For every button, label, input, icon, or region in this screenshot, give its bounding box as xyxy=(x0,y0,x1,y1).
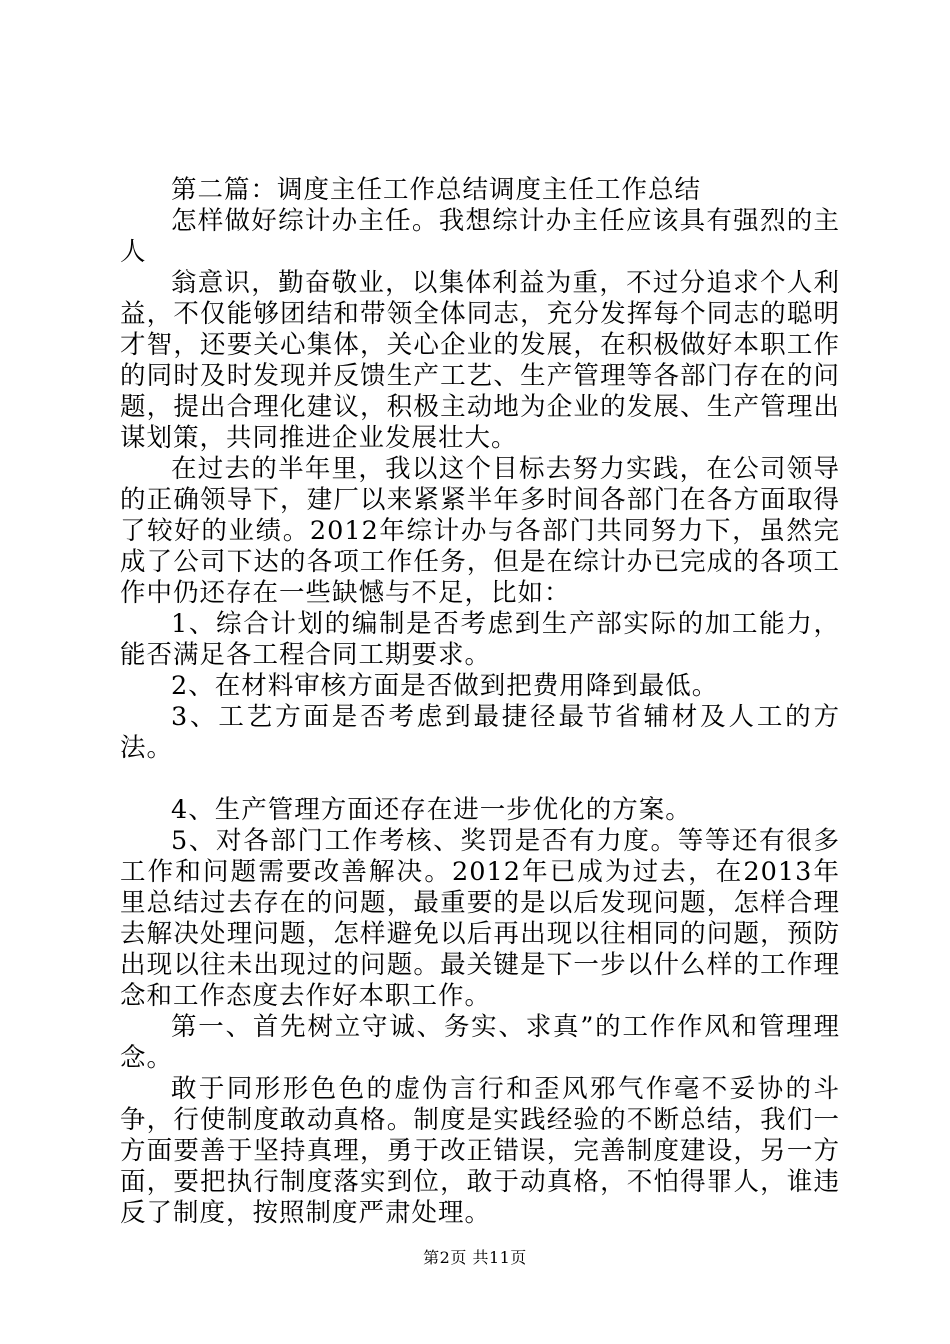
list-item-paragraph: 4、生产管理方面还存在进一步优化的方案。 xyxy=(171,795,692,825)
page-number-footer: 第2页 共11页 xyxy=(423,1248,527,1267)
blank-line xyxy=(120,764,840,795)
document-body xyxy=(120,175,840,1229)
list-item-paragraph: 3、工艺方面是否考虑到最捷径最节省辅材及人工的方法。 xyxy=(120,702,840,763)
body-paragraph: 敢于同形形色色的虚伪言行和歪风邪气作毫不妥协的斗争，行使制度敢动真格。制度是实践经验的不断总结，我们一方面要善于坚持真理，勇于改正错误，完善制度建设，另一方面，要把执行制度落实到位，敢于动真格，不怕得罪人，谁违反了制度，按照制度严肃处理。 xyxy=(120,1074,840,1228)
body-paragraph: 怎样做好综计办主任。我想综计办主任应该具有强烈的主人 xyxy=(120,206,840,267)
list-item-paragraph: 2、在材料审核方面是否做到把费用降到最低。 xyxy=(171,671,719,701)
body-paragraph: 第一、首先树立守诚、务实、求真”的工作作风和管理理念。 xyxy=(120,1012,840,1073)
body-paragraph: 翁意识，勤奋敬业，以集体利益为重，不过分追求个人利益，不仅能够团结和带领全体同志，充分发挥每个同志的聪明才智，还要关心集体，关心企业的发展，在积极做好本职工作的同时及时发现并反馈生产工艺、生产管理等各部门存在的问题，提出合理化建议，积极主动地为企业的发展、生产管理出谋划策，共同推进企业发展壮大。 xyxy=(120,268,840,453)
heading-paragraph: 第二篇：调度主任工作总结调度主任工作总结 xyxy=(171,175,702,205)
body-paragraph: 在过去的半年里，我以这个目标去努力实践，在公司领导的正确领导下，建厂以来紧紧半年多时间各部门在各方面取得了较好的业绩。2012年综计办与各部门共同努力下，虽然完成了公司下达的各项工作任务，但是在综计办已完成的各项工作中仍还存在一些缺憾与不足，比如： xyxy=(120,454,840,608)
list-item-paragraph: 5、对各部门工作考核、奖罚是否有力度。等等还有很多工作和问题需要改善解决。2012年已成为过去，在2013年里总结过去存在的问题，最重要的是以后发现问题，怎样合理去解决处理问题，怎样避免以后再出现以往相同的问题，预防出现以往未出现过的问题。最关键是下一步以什么样的工作理念和工作态度去作好本职工作。 xyxy=(120,826,840,1011)
list-item-paragraph: 1、综合计划的编制是否考虑到生产部实际的加工能力，能否满足各工程合同工期要求。 xyxy=(120,609,840,670)
